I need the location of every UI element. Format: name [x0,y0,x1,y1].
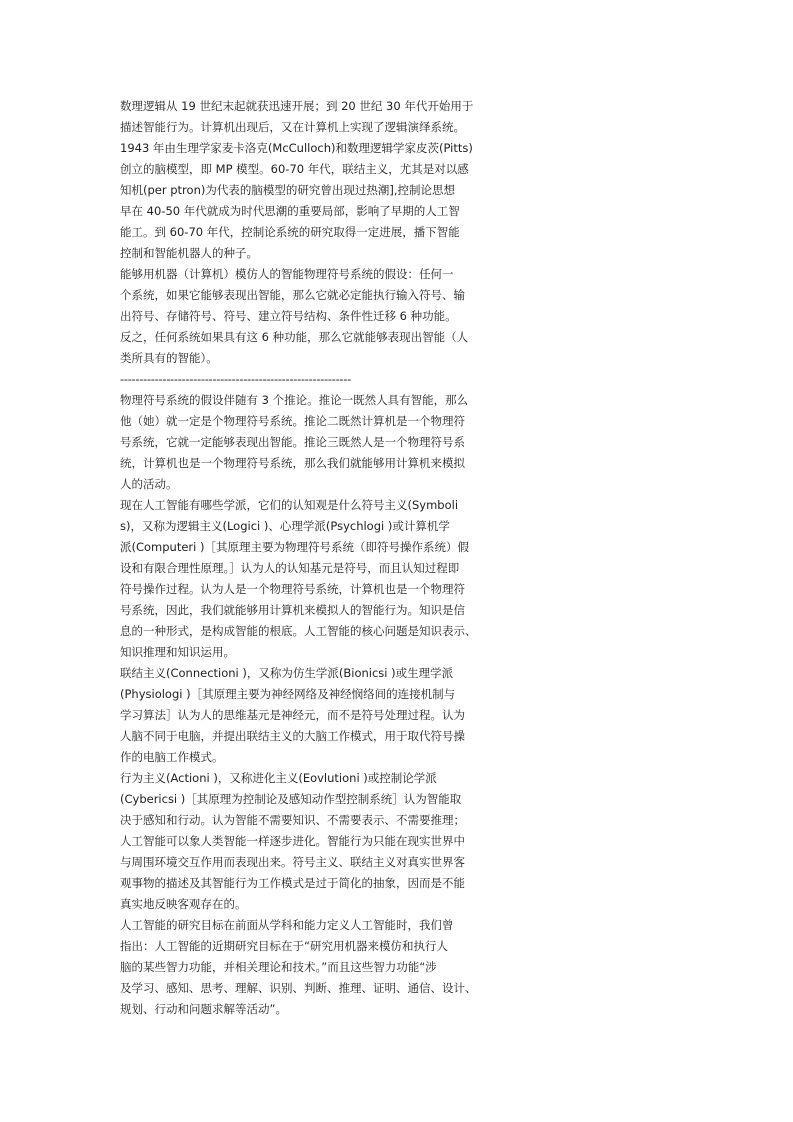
text-line: 能工。到 60-70 年代，控制论系统的研究取得一定进展，播下智能 [120,225,460,239]
text-line: 人脑不同于电脑，并提出联结主义的大脑工作模式，用于取代符号操 [120,729,465,743]
text-line: 控制和智能机器人的种子。 [120,246,258,260]
text-line: 知识推理和知识运用。 [120,645,235,659]
text-line: 作的电脑工作模式。 [120,750,224,764]
text-line: 脑的某些智力功能，并相关理论和技术。”而且这些智力功能“涉 [120,960,437,974]
text-line: 学习算法］认为人的思维基元是神经元，而不是符号处理过程。认为 [120,708,465,722]
text-line: 描述智能行为。计算机出现后，又在计算机上实现了逻辑演绎系统。 [120,120,465,134]
text-line: 观事物的描述及其智能行为工作模式是过于简化的抽象，因而是不能 [120,876,465,890]
text-line: 类所具有的智能）。 [120,351,218,365]
text-line: 反之，任何系统如果具有这 6 种功能，那么它就能够表现出智能（人 [120,330,469,344]
text-line: 个系统，如果它能够表现出智能，那么它就必定能执行输入符号、输 [120,288,465,302]
text-line: 及学习、感知、思考、理解、识别、判断、推理、证明、通信、设计、 [120,981,477,995]
text-line: 决于感知和行动。认为智能不需要知识、不需要表示、不需要推理； [120,813,465,827]
text-line: 号系统，因此，我们就能够用计算机来模拟人的智能行为。知识是信 [120,603,465,617]
text-line: 真实地反映客观存在的。 [120,897,247,911]
text-line: 人工智能的研究目标在前面从学科和能力定义人工智能时，我们曾 [120,918,454,932]
text-line: 早在 40-50 年代就成为时代思潮的重要局部，影响了早期的人工智 [120,204,460,218]
text-line: s)，又称为逻辑主义(Logici )、心理学派(Psychlogi )或计算机学 [120,519,450,533]
text-line: 知机(per ptron)为代表的脑模型的研究曾出现过热潮],控制论思想 [120,183,455,197]
text-line: 数理逻辑从 19 世纪末起就获迅速开展；到 20 世纪 30 年代开始用于 [120,99,474,113]
text-line: 物理符号系统的假设伴随有 3 个推论。推论一既然人具有智能，那么 [120,393,469,407]
text-line: 创立的脑模型，即 MP 模型。60-70 年代，联结主义，尤其是对以感 [120,162,469,176]
text-line: 息的一种形式，是构成智能的根底。人工智能的核心问题是知识表示、 [120,624,477,638]
text-line: 符号操作过程。认为人是一个物理符号系统，计算机也是一个物理符 [120,582,465,596]
text-line: 行为主义(Actioni )，又称进化主义(Eovlutioni )或控制论学派 [120,771,437,785]
text-line: 与周围环境交互作用而表现出来。符号主义、联结主义对真实世界客 [120,855,465,869]
text-line: 现在人工智能有哪些学派，它们的认知观是什么符号主义(Symboli [120,498,459,512]
text-line: 指出：人工智能的近期研究目标在于“研究用机器来模仿和执行人 [120,939,448,953]
text-line: 联结主义(Connectioni )，又称为仿生学派(Bionicsi )或生理学派 [120,666,454,680]
text-line: 1943 年由生理学家麦卡洛克(McCulloch)和数理逻辑学家皮茨(Pitts) [120,141,473,155]
text-line: 人工智能可以象人类智能一样逐步进化。智能行为只能在现实世界中 [120,834,465,848]
text-line: 他（她）就一定是个物理符号系统。推论二既然计算机是一个物理符 [120,414,465,428]
text-line: 出符号、存储符号、符号、建立符号结构、条件性迁移 6 种功能。 [120,309,457,323]
text-line: 设和有限合理性原理。］认为人的认知基元是符号，而且认知过程即 [120,561,460,575]
text-line: 规划、行动和问题求解等活动”。 [120,1002,287,1016]
text-line: (Physiologi )［其原理主要为神经网络及神经悯络间的连接机制与 [120,687,456,701]
body-text [120,96,500,1020]
separator-line: ------------------------------------------------------------ [120,372,351,386]
text-line: 派(Computeri )［其原理主要为物理符号系统（即符号操作系统）假 [120,540,469,554]
text-line: 统，计算机也是一个物理符号系统，那么我们就能够用计算机来模拟 [120,456,465,470]
text-line: 人的活动。 [120,477,178,491]
text-line: (Cybericsi )［其原理为控制论及感知动作型控制系统］认为智能取 [120,792,462,806]
text-line: 能够用机器（计算机）模仿人的智能物理符号系统的假设：任何一 [120,267,454,281]
text-line: 号系统，它就一定能够表现出智能。推论三既然人是一个物理符号系 [120,435,465,449]
